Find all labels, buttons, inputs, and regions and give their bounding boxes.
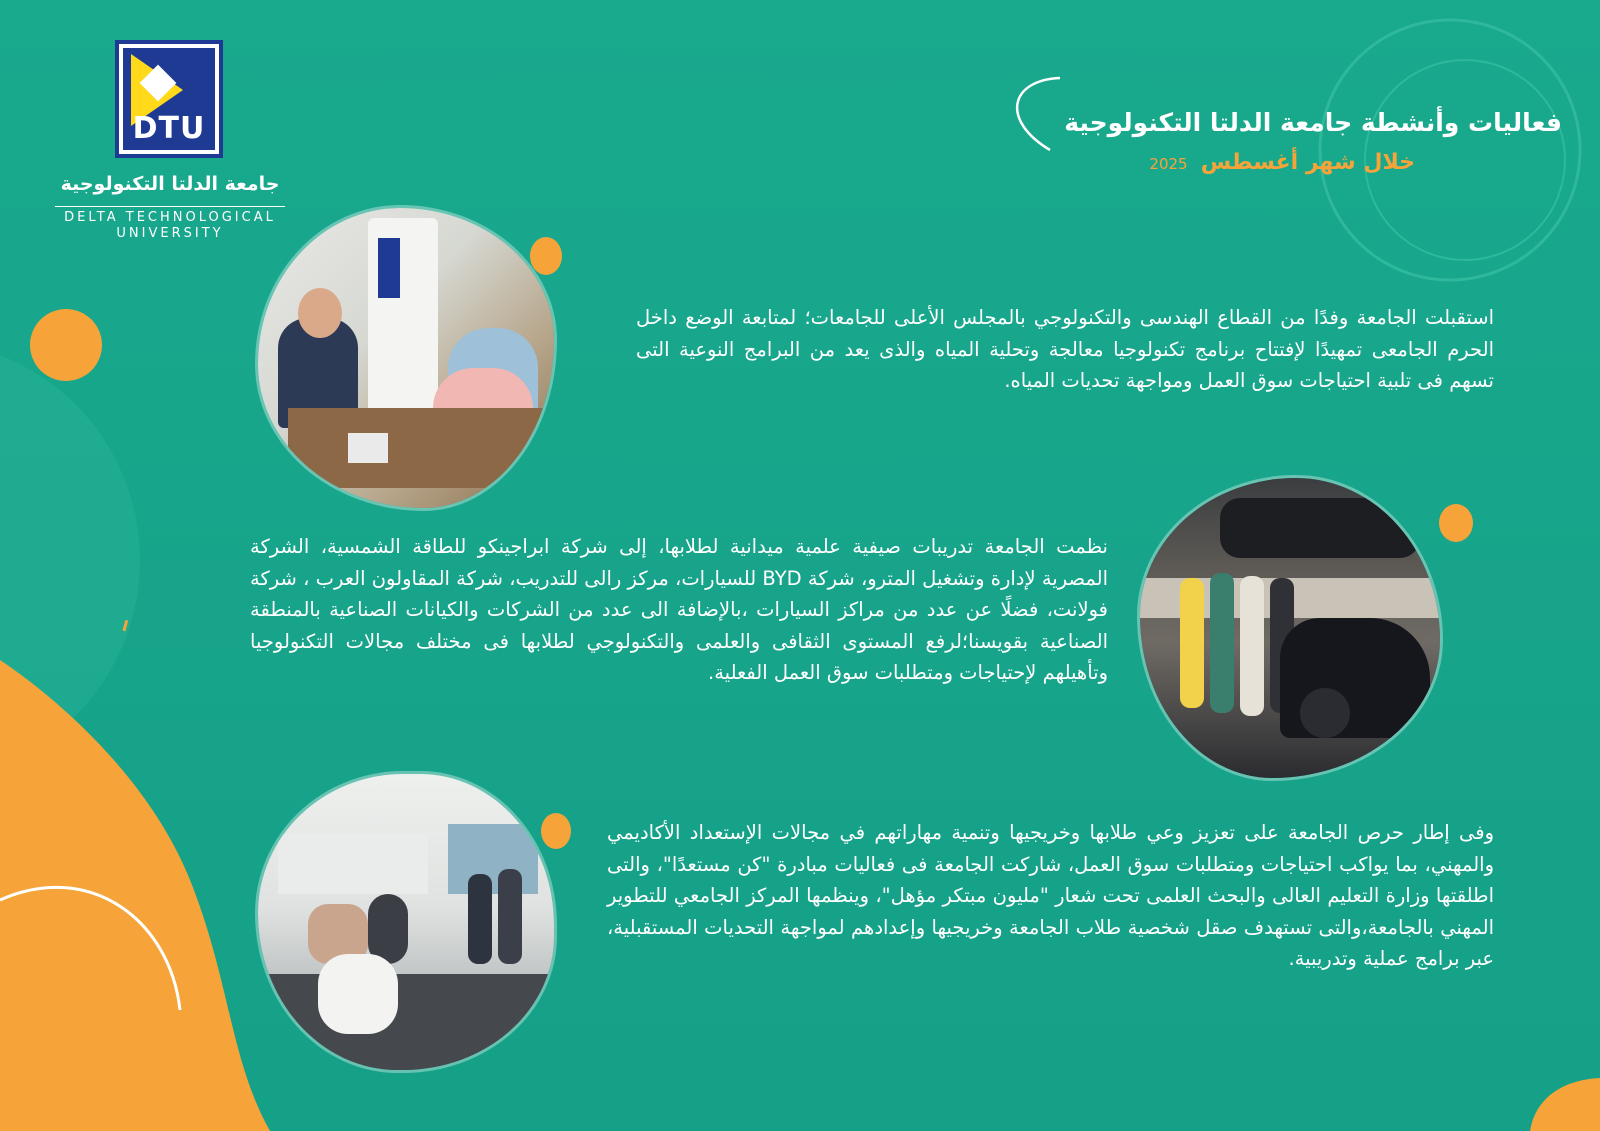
university-name-arabic: جامعة الدلتا التكنولوجية [60,173,280,195]
paragraph-be-ready-initiative: وفى إطار حرص الجامعة على تعزيز وعي طلابها وخريجيها وتنمية مهاراتهم في مجالات الإستعداد الأكاديمي والمهني، بما يواكب احتياجات ومتطلبات سوق العمل، شاركت الجامعة فى فعاليات مبادرة "كن مستعدًا"، والتى اطلقتها وزارة التعليم العالى والبحث العلمى تحت شعار "مليون مبتكر مؤهل"، وينظمها المركز الجامعي للتطوير المهني بالجامعة،والتى تستهدف صقل شخصية طلاب الجامعة وخريجيها وإعدادهم لمواجهة التحديات المستقبلية، عبر برامج عملية وتدريبية. [607,821,1494,970]
logo-mark-text: DTU [132,111,206,146]
paragraph-water-program: استقبلت الجامعة وفدًا من القطاع الهندسى والتكنولوجي بالمجلس الأعلى للجامعات؛ لمتابعة الوضع داخل الحرم الجامعى تمهيدًا لإفتتاح برنامج تكنولوجيا معالجة وتحلية المياه والذى يعد من البرامج النوعية التى تسهم فى تلبية احتياجات سوق العمل ومواجهة تحديات المياه. [636,306,1494,392]
university-name-english-line2: UNIVERSITY [116,226,224,241]
meeting-photo [258,208,554,508]
page-title: فعاليات وأنشطة جامعة الدلتا التكنولوجية [1064,108,1562,137]
university-logo [115,40,223,158]
subtitle-month: خلال شهر أغسطس [1200,150,1415,175]
logo-mark [123,48,215,150]
university-name-english-line1: DELTA TECHNOLOGICAL [55,206,285,225]
car-training-photo [1140,478,1440,778]
paragraph-summer-training: نظمت الجامعة تدريبات صيفية علمية ميدانية لطلابها، إلى شركة ابراجينكو للطاقة الشمسية، الشركة المصرية لإدارة وتشغيل المترو، شركة BYD للسيارات، مركز رالى للتدريب، شركة المقاولون العرب ، شركة فولانت، فضلًا عن عدد من مراكز السيارات ،بالإضافة الى عدد من الشركات والكيانات الصناعية بالمنطقة الصناعية بقويسنا؛لرفع المستوى الثقافى والعلمى والتكنولوجي لطلابها فى مختلف مجالات التكنولوجيا وتأهيلهم لإحتياجات ومتطلبات سوق العمل الفعلية. [250,535,1109,684]
page-subtitle [1149,150,1415,175]
subtitle-year: 2025 [1149,155,1188,173]
workshop-photo [258,774,554,1070]
